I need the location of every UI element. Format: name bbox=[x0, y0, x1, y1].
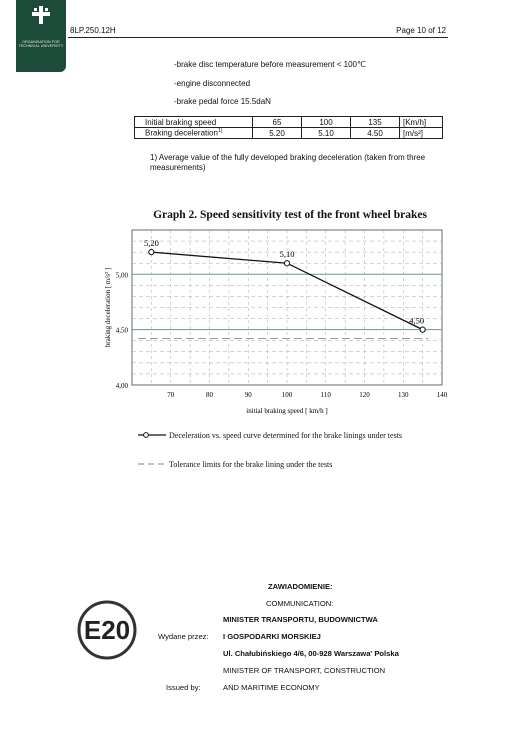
condition-pedal-force: -brake pedal force 15.5daN bbox=[174, 97, 271, 106]
notice-en: COMMUNICATION: bbox=[266, 599, 334, 608]
chart-title: Graph 2. Speed sensitivity test of the front wheel brakes bbox=[153, 209, 427, 221]
issuer-en-line2: AND MARITIME ECONOMY bbox=[223, 683, 320, 692]
y-tick-label: 5,00 bbox=[115, 271, 128, 280]
legend-dashed-marker bbox=[138, 458, 168, 470]
table-cell: 135 bbox=[351, 117, 400, 128]
legend-tolerance-label: Tolerance limits for the brake lining under the tests bbox=[169, 460, 333, 469]
x-tick-label: 80 bbox=[206, 391, 213, 399]
issued-by-label-pl: Wydane przez: bbox=[158, 632, 209, 641]
data-point bbox=[420, 327, 425, 332]
logo-text: ORGANISATION FOR TECHNICAL UNIVERSITY bbox=[18, 40, 64, 49]
row-label-cell bbox=[135, 128, 253, 139]
issuer-pl-line1: MINISTER TRANSPORTU, BUDOWNICTWA bbox=[223, 615, 378, 624]
document-id: 8LP.250.12H bbox=[70, 26, 116, 35]
condition-engine: -engine disconnected bbox=[174, 79, 251, 88]
table-cell: 5.20 bbox=[253, 128, 302, 139]
x-tick-label: 130 bbox=[398, 391, 409, 399]
university-logo bbox=[16, 0, 66, 72]
unit-cell: [Km/h] bbox=[400, 117, 443, 128]
page-number: Page 10 of 12 bbox=[396, 26, 446, 35]
header-divider bbox=[68, 37, 448, 38]
x-tick-label: 120 bbox=[359, 391, 370, 399]
y-tick-label: 4,00 bbox=[115, 382, 128, 390]
table-cell: 100 bbox=[302, 117, 351, 128]
data-label: 4,50 bbox=[409, 315, 425, 326]
x-tick-label: 70 bbox=[167, 391, 175, 399]
legend-curve-label: Deceleration vs. speed curve determined for the brake linings under tests bbox=[169, 431, 403, 440]
x-axis-label: initial braking speed [ km/h ] bbox=[246, 407, 328, 415]
x-tick-label: 100 bbox=[281, 391, 293, 399]
y-axis-label: braking deceleration [ m/s² ] bbox=[104, 267, 112, 348]
cross-emblem-icon bbox=[32, 6, 50, 24]
table-cell: 65 bbox=[253, 117, 302, 128]
x-tick-label: 90 bbox=[244, 391, 252, 399]
e20-approval-mark bbox=[76, 599, 138, 661]
e20-mark-text: E20 bbox=[83, 615, 131, 645]
x-tick-label: 140 bbox=[436, 391, 448, 399]
data-label: 5,10 bbox=[279, 249, 295, 260]
y-tick-label: 4,50 bbox=[115, 326, 128, 335]
data-point bbox=[149, 250, 154, 255]
row-label: Braking deceleration bbox=[145, 128, 218, 138]
data-point bbox=[284, 261, 289, 266]
footnote: 1) Average value of the fully developed braking deceleration (taken from three measurements) bbox=[150, 153, 426, 172]
issuer-address: Ul. Chałubińskiego 4/6, 00-928 Warszawa' Polska bbox=[223, 649, 399, 658]
issuer-en-line1: MINISTER OF TRANSPORT, CONSTRUCTION bbox=[223, 666, 386, 675]
braking-results-table bbox=[134, 116, 443, 139]
row-label: Initial braking speed bbox=[135, 117, 253, 128]
unit-cell: [m/s²] bbox=[400, 128, 443, 139]
table-cell: 4.50 bbox=[351, 128, 400, 139]
x-tick-label: 110 bbox=[320, 391, 331, 399]
legend-solid-marker bbox=[138, 429, 168, 441]
issued-by-label-en: Issued by: bbox=[166, 683, 201, 692]
table-row bbox=[135, 117, 443, 128]
footnote-ref: 1) bbox=[217, 128, 223, 135]
table-cell: 5.10 bbox=[302, 128, 351, 139]
condition-temperature: -brake disc temperature before measurement < 100℃ bbox=[174, 60, 366, 69]
issuer-pl-line2: I GOSPODARKI MORSKIEJ bbox=[223, 632, 321, 641]
table-row bbox=[135, 128, 443, 139]
data-label: 5,20 bbox=[143, 238, 159, 249]
notice-pl: ZAWIADOMIENIE: bbox=[268, 582, 333, 591]
